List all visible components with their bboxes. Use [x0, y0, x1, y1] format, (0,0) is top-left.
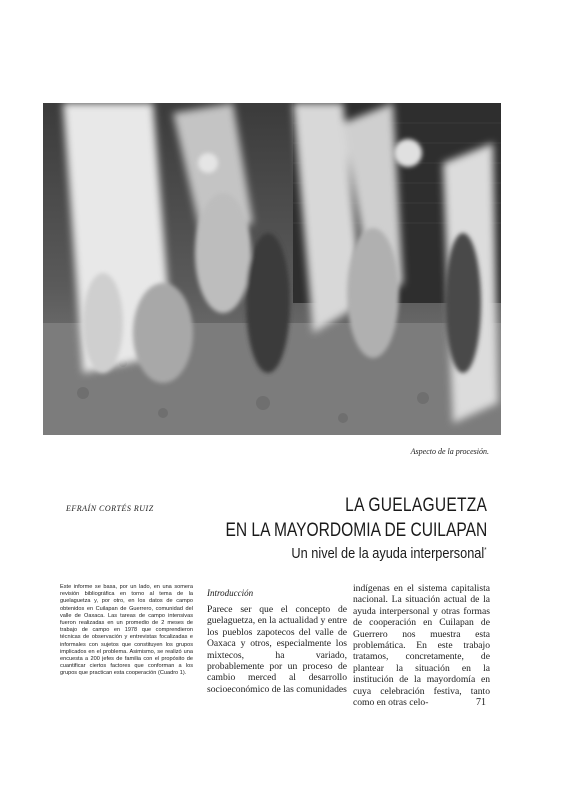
section-heading: Introducción — [207, 588, 254, 598]
page-number: 71 — [476, 697, 486, 708]
subtitle-footnote-mark: * — [484, 547, 487, 554]
body-column-2: indígenas en el sistema capitalista nacional. La situación actual de la ayuda interpersonal y otras formas de cooperación en Cuilapan de Guerrero nos muestra esta problemática. En este trabajo tratamos, concretamente, de plantear la situación en la institución de la mayordomía en cuya celebración festiva, tanto como en otras celo- — [353, 583, 490, 709]
procession-photo-icon — [43, 103, 501, 435]
photo-caption: Aspecto de la procesión. — [410, 447, 489, 456]
subtitle-text: Un nivel de la ayuda interpersonal — [291, 545, 485, 562]
abstract-text: Este informe se basa, por un lado, en una somera revisión bibliográfica en torno al tema de la guelaguetza y, por otro, en los datos de campo obtenidos en Cuilapan de Guerrero, comunidad del valle de Oaxaca. Las tareas de campo intensivas fueron realizadas en un promedio de 2 meses de trabajo de campo en 1978 que comprendieron técnicas de observación y entrevistas focalizadas e informales con sujetos que constituyen los grupos implicados en el problema. Asimismo, se realizó una encuesta a 200 jefes de familia con el propósito de cuantificar ciertos factores que conforman a los grupos que practican esta cooperación (Cuadro 1). — [60, 584, 193, 677]
title-line-2: EN LA MAYORDOMIA DE CUILAPAN — [225, 520, 487, 541]
subtitle — [292, 545, 487, 562]
title-line-1: LA GUELAGUETZA — [345, 495, 487, 516]
body-column-1: Parece ser que el concepto de guelaguetza, en la actualidad y entre los pueblos zapotecos del valle de Oaxaca y otros, especialmente los mixtecos, ha variado, probablemente por un proceso de cambio merced al desarrollo socioeconómico de las comunidades — [207, 604, 347, 695]
procession-photo — [43, 103, 501, 435]
author-name: EFRAÍN CORTÉS RUIZ — [66, 504, 154, 513]
